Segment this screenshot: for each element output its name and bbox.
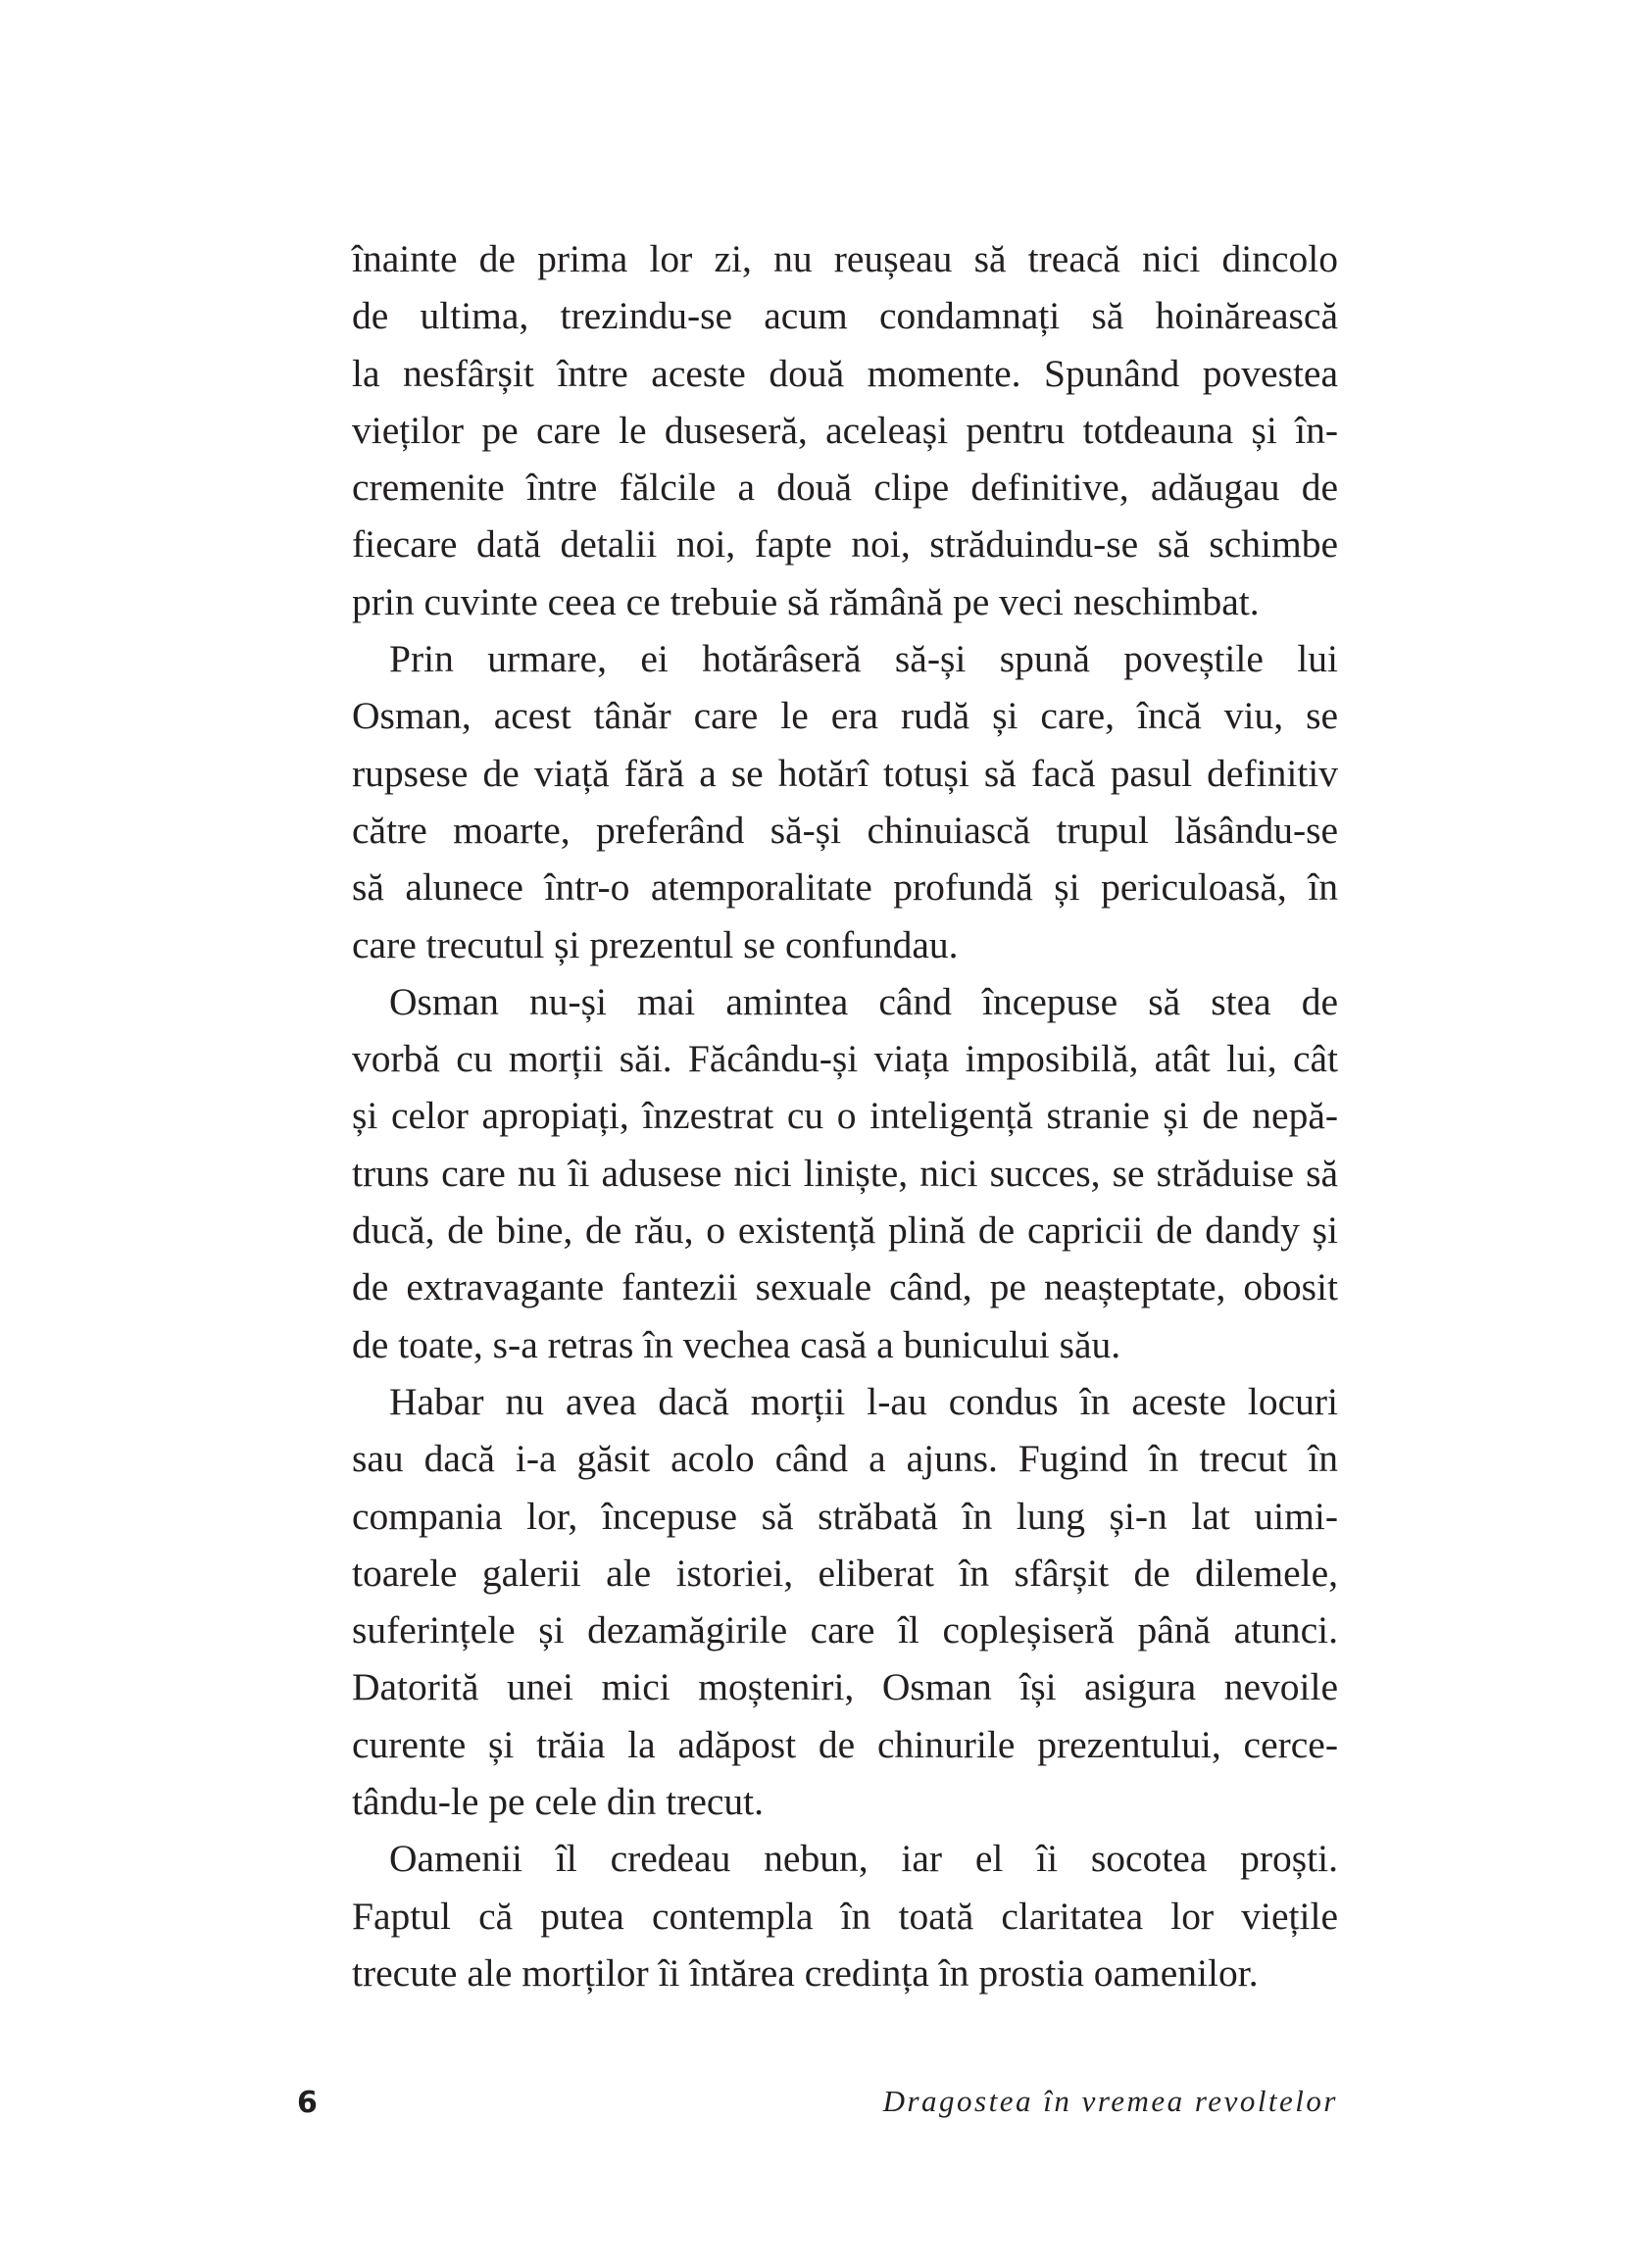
page-number: 6 — [297, 2086, 318, 2120]
text-line: rupsese de viață fără a se hotărî totuși să facă pasul definitiv — [352, 751, 1338, 795]
text-line: care trecutul și prezentul se confundau. — [352, 922, 959, 966]
text-line: suferințele și dezamăgirile care îl copleșiseră până atunci. — [352, 1608, 1338, 1652]
paragraph — [352, 973, 1338, 1373]
text-line: compania lor, începuse să străbată în lung și-n lat uimi- — [352, 1494, 1338, 1538]
text-line: truns care nu îi adusese nici liniște, nici succes, se străduise să — [352, 1151, 1338, 1195]
text-line: Osman nu-și mai amintea când începuse să stea de — [389, 979, 1338, 1023]
text-line: vorbă cu morții săi. Făcându-și viața imposibilă, atât lui, cât — [352, 1037, 1338, 1081]
text-line: de ultima, trezindu-se acum condamnați să hoinărească — [352, 294, 1338, 338]
paragraph — [352, 230, 1338, 630]
text-line: de toate, s-a retras în vechea casă a bunicului său. — [352, 1322, 1121, 1366]
text-line: curente și trăia la adăpost de chinurile prezentului, cerce- — [352, 1722, 1338, 1766]
paragraph — [352, 1830, 1338, 2001]
text-line: toarele galerii ale istoriei, eliberat în sfârșit de dilemele, — [352, 1551, 1338, 1595]
paragraph — [352, 1373, 1338, 1830]
text-line: Datorită unei mici moșteniri, Osman își asigura nevoile — [352, 1665, 1338, 1709]
text-line: prin cuvinte ceea ce trebuie să rămână pe veci neschimbat. — [352, 579, 1260, 623]
text-line: vieților pe care le duseseră, aceleași pentru totdeauna și în- — [352, 408, 1338, 452]
text-line: Osman, acest tânăr care le era rudă și care, încă viu, se — [352, 694, 1338, 738]
text-line: ducă, de bine, de rău, o existență plină de capricii de dandy și — [352, 1208, 1338, 1253]
running-footer-title: Dragostea în vremea revoltelor — [882, 2084, 1338, 2118]
text-line: și celor apropiați, înzestrat cu o inteligență stranie și de nepă- — [352, 1094, 1338, 1138]
text-line: trecute ale morților îi întărea credința în prostia oamenilor. — [352, 1950, 1259, 1995]
text-line: sau dacă i-a găsit acolo când a ajuns. Fugind în trecut în — [352, 1437, 1338, 1481]
text-line: tându-le pe cele din trecut. — [352, 1780, 765, 1824]
body-text — [352, 230, 1338, 2001]
text-line: la nesfârșit între aceste două momente. Spunând povestea — [352, 351, 1338, 395]
text-line: Faptul că putea contempla în toată claritatea lor viețile — [352, 1894, 1338, 1938]
text-line: Habar nu avea dacă morții l-au condus în aceste locuri — [389, 1379, 1338, 1423]
text-line: înainte de prima lor zi, nu reușeau să treacă nici dincolo — [352, 237, 1338, 280]
text-line: de extravagante fantezii sexuale când, pe neașteptate, obosit — [352, 1265, 1338, 1309]
paragraph — [352, 630, 1338, 973]
text-line: către moarte, preferând să-și chinuiască trupul lăsându-se — [352, 808, 1338, 852]
text-line: cremenite între fălcile a două clipe definitive, adăugau de — [352, 466, 1338, 510]
text-line: Oamenii îl credeau nebun, iar el îi socotea proști. — [389, 1837, 1338, 1881]
text-line: Prin urmare, ei hotărâseră să-și spună poveștile lui — [389, 637, 1338, 681]
text-line: fiecare dată detalii noi, fapte noi, străduindu-se să schimbe — [352, 522, 1338, 567]
text-line: să alunece într-o atemporalitate profundă și periculoasă, în — [352, 865, 1338, 910]
